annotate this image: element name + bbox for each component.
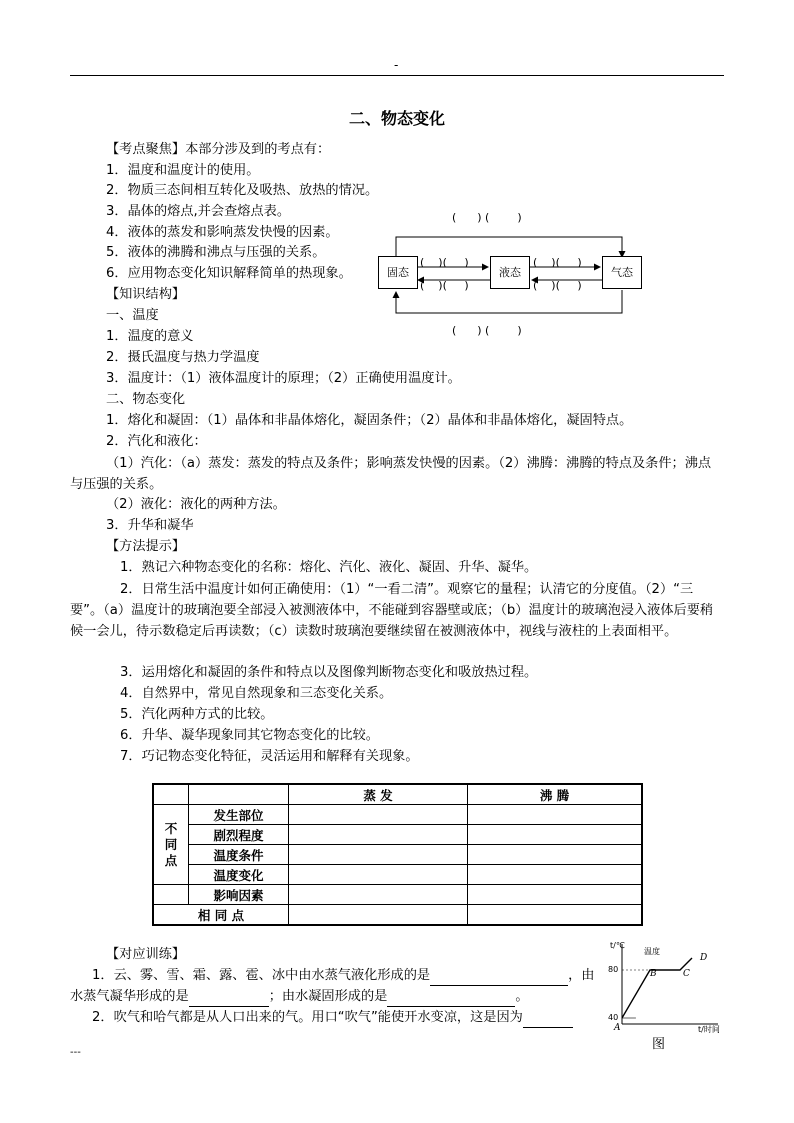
structure-line: 2．摄氏温度与热力学温度 [106,350,260,365]
table-cell [468,845,643,865]
q1-blank-liquefy[interactable] [430,985,568,986]
structure-heading: 【知识结构】 [106,287,186,302]
vaporize-paragraph: （1）汽化：（a）蒸发：蒸发的特点及条件；影响蒸发快慢的因素。（2）沸腾：沸腾的特点及条件；沸点与压强的关系。 [70,456,712,492]
exercise-heading: 【对应训练】 [106,947,186,962]
table-cell [289,905,468,926]
focus-heading: 【考点聚焦】 [106,142,186,157]
table-header-row [153,784,642,805]
tips-item: 6．升华、凝华现象同其它物态变化的比较。 [120,728,379,743]
focus-item: 3．晶体的熔点,并会查熔点表。 [106,204,291,219]
tips-item: 7．巧记物态变化特征，灵活运用和解释有关现象。 [120,749,419,764]
table-col-boiling: 沸 腾 [468,784,643,805]
comparison-table [152,783,643,926]
arrow-gas-to-solid [396,290,622,313]
header-rule [70,75,724,76]
table-group-label [153,805,189,885]
table-row-label: 温度变化 [189,865,289,885]
sublimation-line: 3．升华和凝华 [106,518,194,533]
structure-line: 二、物态变化 [106,392,186,407]
table-row-label: 温度条件 [189,845,289,865]
temperature-graph [600,936,730,1036]
table-cell [289,805,468,825]
q2-text: 2．吹气和哈气都是从人口出来的气。用口“吹气”能使开水变凉，这是因为 [92,1010,523,1025]
q1-text-e: 。 [515,989,529,1004]
table-cell [153,885,189,905]
table-corner-cell [153,784,189,805]
structure-line: 3．温度计：（1）液体温度计的原理；（2）正确使用温度计。 [106,371,461,386]
table-row [153,865,642,885]
graph-point-c: C [683,969,690,979]
focus-intro-line [106,140,330,160]
paren-liquid-gas-bottom: ( )( ) [533,279,582,292]
table-cell [468,805,643,825]
table-col-evaporation: 蒸 发 [289,784,468,805]
exercise-q1-line1 [92,966,594,986]
structure-line: 一、温度 [106,308,159,323]
q1-text-c: 水蒸气凝华形成的是 [70,989,189,1004]
exercise-q1-line2 [70,987,529,1007]
solid-state-box: 固态 [378,256,418,289]
exercise-q2-line [92,1008,573,1028]
structure-line: 1．温度的意义 [106,329,194,344]
graph-top-label: 温度 [644,947,660,956]
table-cell [468,905,643,926]
table-same-label: 相 同 点 [153,905,289,926]
paren-bottom: ( ) ( ) [452,324,522,337]
table-row [153,825,642,845]
table-cell [289,845,468,865]
footer-mark: --- [70,1047,81,1058]
table-row [153,885,642,905]
q1-text-a: 1．云、雾、雪、霜、露、雹、冰中由水蒸气液化形成的是 [92,968,431,983]
gas-state-box: 气态 [602,256,642,289]
table-cell [468,885,643,905]
graph-x-axis-label: t/时间 [698,1025,720,1034]
tips-item: 3．运用熔化和凝固的条件和特点以及图像判断物态变化和吸放热过程。 [120,665,538,680]
q2-blank[interactable] [523,1027,573,1028]
paren-solid-liquid-bottom: ( )( ) [420,279,469,292]
liquid-state-box: 液态 [490,256,530,289]
tips-item-thermometer: 2．日常生活中温度计如何正确使用：（1）“一看二清”。观察它的量程；认清它的分度值。（2）“三要”。（a）温度计的玻璃泡要全部浸入被测液体中，不能碰到容器壁或底；（b）温度计的玻璃泡浸入液体后要稍候一会儿，待示数稳定后再读数；（c）读数时玻璃泡要继续留在被测液体中，视线与液柱的上表面相平。 [70,582,714,639]
q1-text-b: ，由 [568,968,595,983]
table-corner-cell [189,784,289,805]
table-cell [468,865,643,885]
graph-y-axis-label: t/℃ [610,941,625,950]
tips-heading: 【方法提示】 [106,539,186,554]
structure-line: 1．熔化和凝固：（1）晶体和非晶体熔化，凝固条件；（2）晶体和非晶体熔化，凝固特点。 [106,413,633,428]
table-cell [289,865,468,885]
q1-blank-deposit[interactable] [189,1006,269,1007]
tips-item: 5．汽化两种方式的比较。 [120,707,274,722]
tips-item: 4．自然界中，常见自然现象和三态变化关系。 [120,686,393,701]
focus-item: 4．液体的蒸发和影响蒸发快慢的因素。 [106,225,339,240]
page-title: 二、物态变化 [348,109,445,128]
table-row-label: 发生部位 [189,805,289,825]
graph-point-b: B [650,969,657,979]
table-cell [468,825,643,845]
table-row [153,905,642,926]
table-row [153,805,642,825]
paren-liquid-gas-top: ( )( ) [533,256,582,269]
structure-line: 2．汽化和液化： [106,434,207,449]
q1-text-d: ；由水凝固形成的是 [268,989,388,1004]
q1-blank-freeze[interactable] [387,1006,515,1007]
graph-point-a: A [614,1023,621,1033]
table-group-text: 不同点 [164,820,178,868]
arrow-solid-to-gas [396,237,622,258]
paren-solid-liquid-top: ( )( ) [420,256,469,269]
table-cell [289,825,468,845]
liquefy-line: （2）液化：液化的两种方法。 [106,497,286,512]
focus-item: 5．液体的沸腾和沸点与压强的关系。 [106,245,326,260]
paren-top: ( ) ( ) [452,211,522,224]
focus-item: 6．应用物态变化知识解释简单的热现象。 [106,266,352,281]
graph-curve [622,958,692,1018]
graph-caption: 图 [652,1037,666,1052]
table-row-label: 影响因素 [189,885,289,905]
graph-point-d: D [700,953,708,963]
focus-item: 1．温度和温度计的使用。 [106,163,260,178]
table-row-label: 剧烈程度 [189,825,289,845]
table-cell [289,885,468,905]
table-row [153,845,642,865]
header-mark: - [394,58,399,72]
graph-tick-80: 80 [608,965,619,974]
focus-intro: 本部分涉及到的考点有： [185,142,331,157]
graph-tick-40: 40 [608,1013,619,1022]
focus-item: 2．物质三态间相互转化及吸热、放热的情况。 [106,183,379,198]
tips-item: 1．熟记六种物态变化的名称：熔化、汽化、液化、凝固、升华、凝华。 [120,560,538,575]
